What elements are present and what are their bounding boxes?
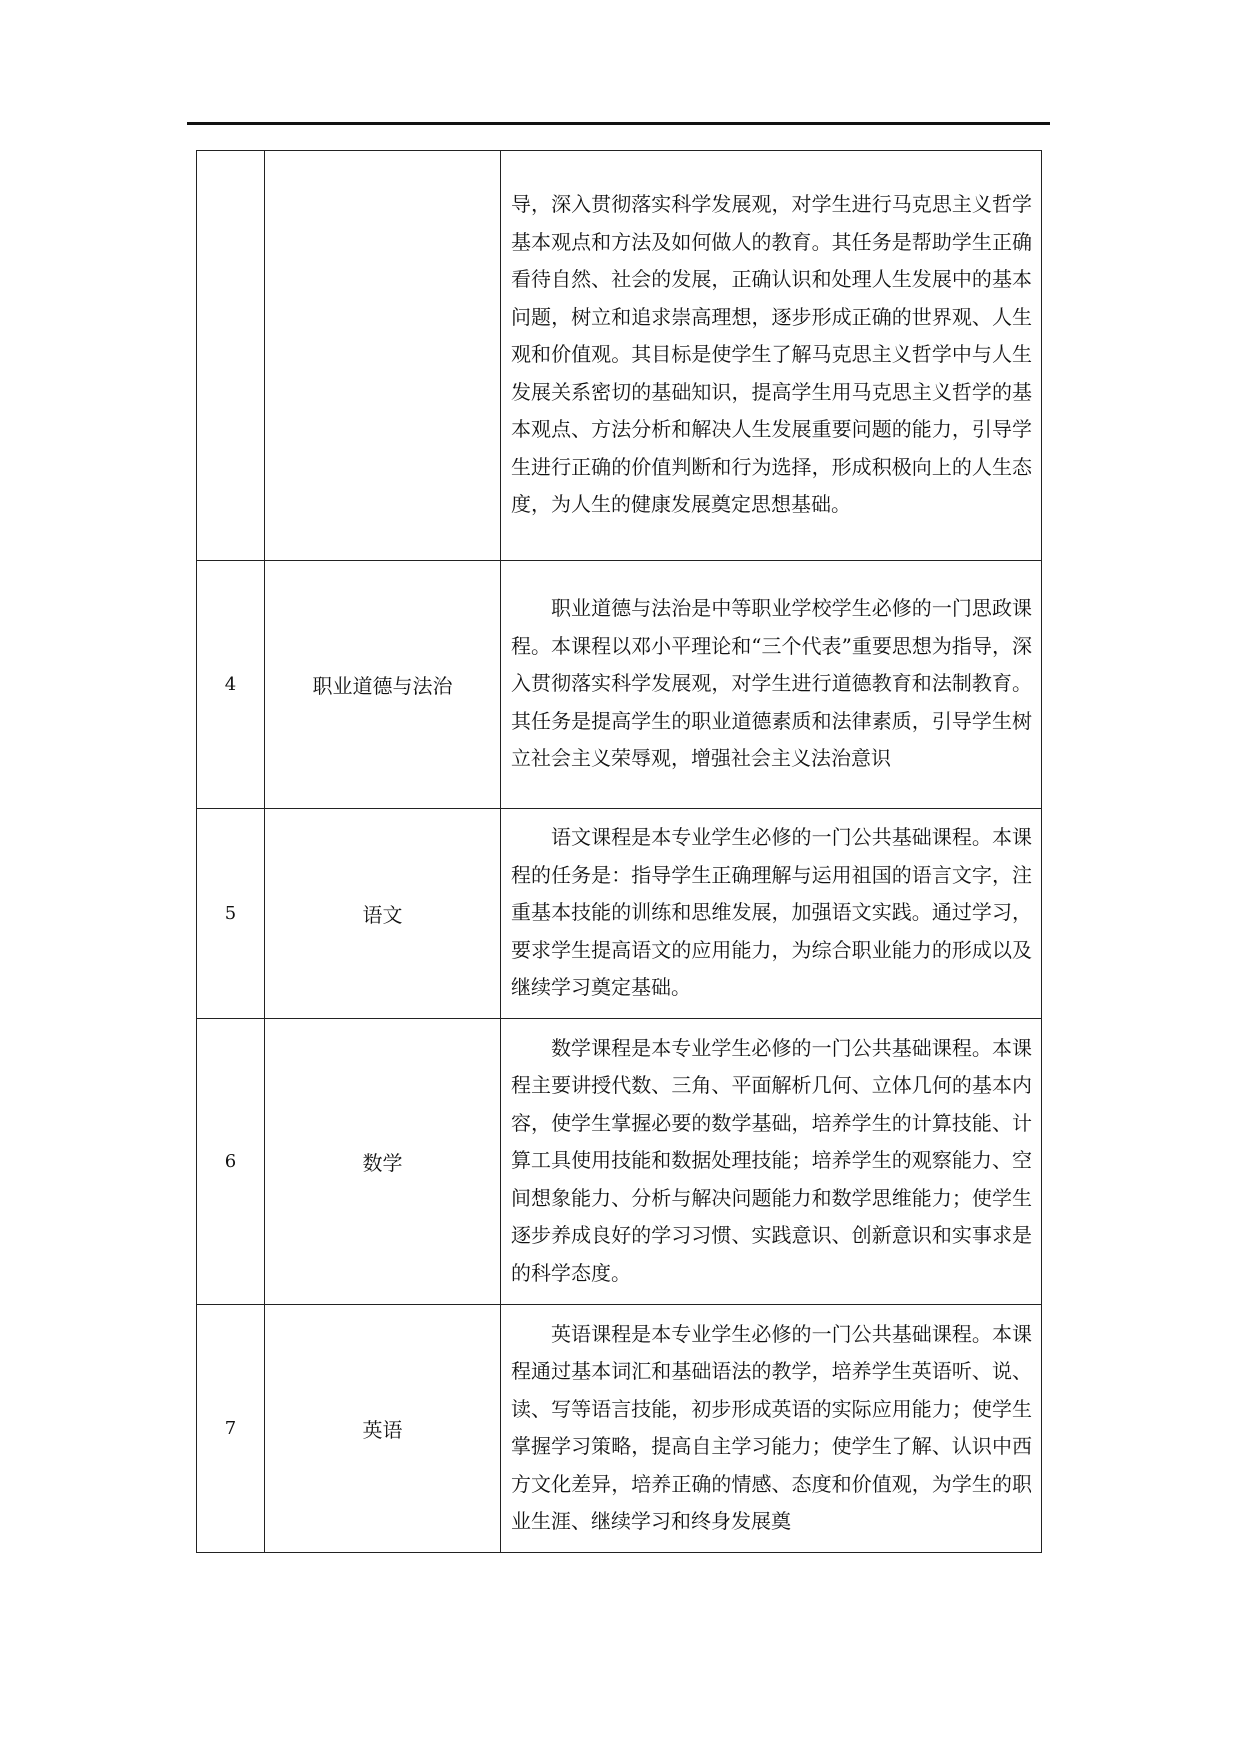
- course-name: 语文: [265, 809, 501, 1019]
- course-name: [265, 151, 501, 561]
- course-name: 职业道德与法治: [265, 561, 501, 809]
- course-description-cell: [501, 1019, 1042, 1305]
- course-number: 4: [197, 561, 265, 809]
- table-row: [197, 1019, 1042, 1305]
- course-name: 英语: [265, 1305, 501, 1553]
- course-description-cell: [501, 151, 1042, 561]
- course-number: 7: [197, 1305, 265, 1553]
- header-rule: [187, 122, 1050, 125]
- course-description: 数学课程是本专业学生必修的一门公共基础课程。本课程主要讲授代数、三角、平面解析几何、立体几何的基本内容，使学生掌握必要的数学基础，培养学生的计算技能、计算工具使用技能和数据处理技能；培养学生的观察能力、空间想象能力、分析与解决问题能力和数学思维能力；使学生逐步养成良好的学习习惯、实践意识、创新意识和实事求是的科学态度。: [511, 1035, 1032, 1285]
- course-description: 英语课程是本专业学生必修的一门公共基础课程。本课程通过基本词汇和基础语法的教学，培养学生英语听、说、读、写等语言技能，初步形成英语的实际应用能力；使学生掌握学习策略，提高自主学习能力；使学生了解、认识中西方文化差异，培养正确的情感、态度和价值观，为学生的职业生涯、继续学习和终身发展奠: [511, 1321, 1032, 1533]
- table-row: [197, 561, 1042, 809]
- table-row: [197, 809, 1042, 1019]
- course-number: [197, 151, 265, 561]
- table-row: [197, 1305, 1042, 1553]
- course-name: 数学: [265, 1019, 501, 1305]
- course-description: 语文课程是本专业学生必修的一门公共基础课程。本课程的任务是：指导学生正确理解与运用祖国的语言文字，注重基本技能的训练和思维发展，加强语文实践。通过学习，要求学生提高语文的应用能力，为综合职业能力的形成以及继续学习奠定基础。: [511, 825, 1032, 1000]
- course-description-cell: [501, 1305, 1042, 1553]
- course-description-cell: [501, 809, 1042, 1019]
- table-row: [197, 151, 1042, 561]
- course-description: 职业道德与法治是中等职业学校学生必修的一门思政课程。本课程以邓小平理论和“三个代表”重要思想为指导，深入贯彻落实科学发展观，对学生进行道德教育和法制教育。其任务是提高学生的职业道德素质和法律素质，引导学生树立社会主义荣辱观，增强社会主义法治意识: [511, 596, 1032, 771]
- course-description: 导，深入贯彻落实科学发展观，对学生进行马克思主义哲学基本观点和方法及如何做人的教育。其任务是帮助学生正确看待自然、社会的发展，正确认识和处理人生发展中的基本问题，树立和追求崇高理想，逐步形成正确的世界观、人生观和价值观。其目标是使学生了解马克思主义哲学中与人生发展关系密切的基础知识，提高学生用马克思主义哲学的基本观点、方法分析和解决人生发展重要问题的能力，引导学生进行正确的价值判断和行为选择，形成积极向上的人生态度，为人生的健康发展奠定思想基础。: [511, 192, 1032, 517]
- course-description-cell: [501, 561, 1042, 809]
- course-number: 6: [197, 1019, 265, 1305]
- course-number: 5: [197, 809, 265, 1019]
- course-table: [196, 150, 1042, 1553]
